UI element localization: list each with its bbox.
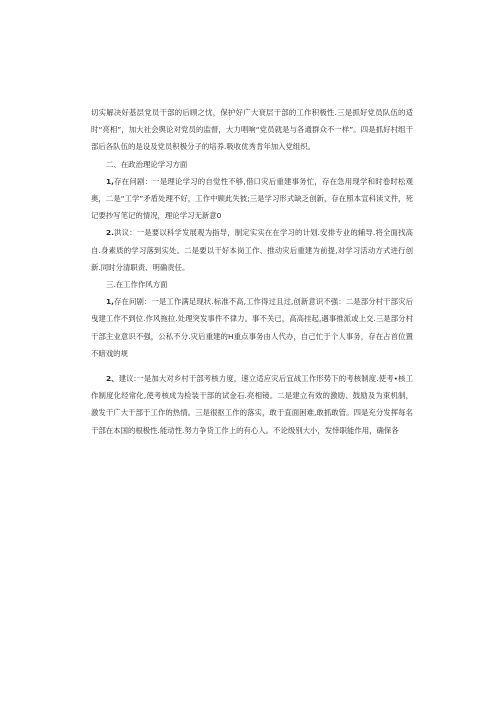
- item-number: 1,: [106, 297, 114, 307]
- paragraph-problems-work-style: [91, 293, 413, 362]
- paragraph-suggestions-theory: [91, 224, 413, 276]
- paragraph-text: 建议:一是加大对乡村干部考核力度，速立适应灾后宜战工作形势下的考核制度.使考•核工作制度化经常化,使考核成为检装干部的试金石.亮相镜。二是建立有效的激励、鼓励及为束机制，激发干广大干部于工作的热情。三是很抠工作的落实，敢于直面困难,敢抓敢管。四是充分发挥每名干部在本国的根极性.能动性.努力争货工作上的有心人。不论级别大小，发悻职能作用，确保各: [91, 374, 413, 435]
- paragraph-1: 切实解决好基层党员干部的后顾之忧，保护好广大衰层干部的工作积极性.三是抓好党员队伍的适时“亮相”，加大社会舆论对党员的监督，大力唱响“党员就是与各通群众不一样”。四是抓好村组干部后各队伍的是设及党员积极分子的培养.吸收优秀肯年加入党组织。: [91, 108, 413, 152]
- section-heading-work-style: 三.在工作作风方面: [106, 280, 168, 290]
- section-heading-political-theory: 二、在政治理论学习方面: [106, 159, 188, 169]
- paragraph-text: 洪议：一是要以科学发展观为指导，制定实实在在学习的计划.安排专业的辅导.将全面找高自.身素质的学习落到实处。二是要以干好本岗工作、推动灾后重建为前提,对学习活动方式进行创新.同时分清职责、明确责任。: [91, 228, 413, 272]
- item-number: 1,: [106, 176, 114, 186]
- item-number: 2、: [106, 374, 119, 384]
- paragraph-problems-theory: [91, 173, 413, 225]
- paragraph-suggestions-work-style: [91, 370, 413, 439]
- paragraph-text: 存在问剧：一是工作满足现状.标准不高,工作得过且过,创新意识不强：二是部分村干部灾后曳建工作不到位.作风拖拉.处理突发事件不律力。事不关已，高高挂起,遇事推派或上交.三是部分村干部主业意识不强，公私不分.灾后重建的H重点事务由人代办，自己忙于个人事务，存在占首位置不暗戏的规: [91, 297, 413, 358]
- paragraph-spacer: [91, 362, 413, 370]
- document-body: [91, 104, 413, 439]
- paragraph-text: 存在问剧：一是理论学习的自觉性不够,借口灾后重建事务忙，存在急用现学和时卷时松观奥，二是“工学”矛盾处理不好，工作中顾此失彼;三是学习形式缺乏创新，存在照本宣科读文件，死记要抄写笔记的情况，理论学习无新意0: [91, 176, 413, 221]
- item-number: 2.: [106, 228, 114, 238]
